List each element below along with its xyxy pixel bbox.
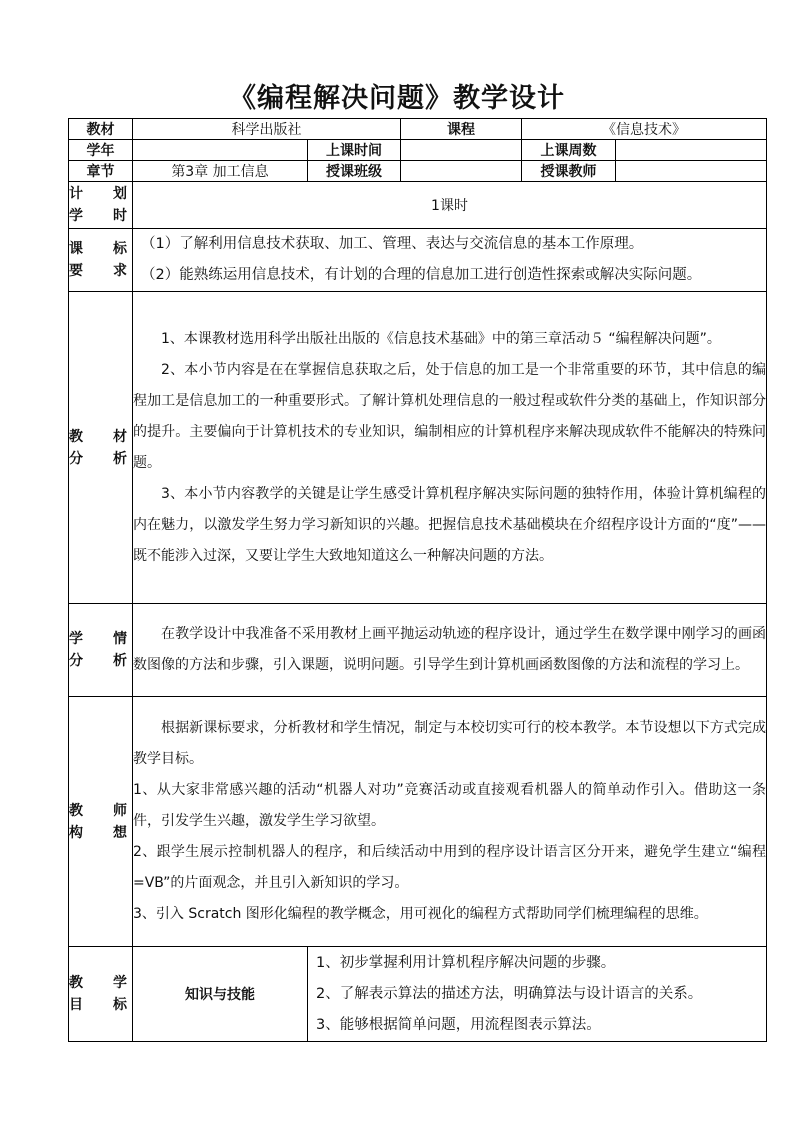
shouke-teacher-label: 授课教师 [522,161,616,182]
standards-item: （1）了解利用信息技术获取、加工、管理、表达与交流信息的基本工作原理。 [141,236,644,252]
shouke-teacher-value [616,161,767,182]
zhangjie-value: 第3章 加工信息 [133,161,308,182]
header-row-1 [69,119,767,140]
material-label: 教 材 分 析 [69,292,133,604]
objectives-item: 1、初步掌握利用计算机程序解决问题的步骤。 [316,954,616,971]
shangke-week-label: 上课周数 [522,140,616,161]
zhangjie-label: 章节 [69,161,133,182]
students-row [69,604,767,697]
xuenian-value [133,140,308,161]
teacher-idea-paragraph: 3、引入 Scratch 图形化编程的教学概念，用可视化的编程方式帮助同学们梳理编程的思维。 [133,906,708,922]
lesson-plan-table [68,118,767,1042]
kecheng-value: 《信息技术》 [522,119,767,140]
objectives-item: 2、了解表示算法的描述方法，明确算法与设计语言的关系。 [316,985,703,1002]
material-content [133,292,767,604]
material-paragraph: 3、本小节内容教学的关键是让学生感受计算机程序解决实际问题的独特作用，体验计算机编程的内在魅力，以激发学生努力学习新知识的兴趣。把握信息技术基础模块在介绍程序设计方面的“度”——既不能涉入过深，又要让学生大致地知道这么一种解决问题的方法。 [133,485,767,564]
teacher-idea-paragraph: 1、从大家非常感兴趣的活动“机器人对功”竞赛活动或直接观看机器人的简单动作引入。借助这一条件，引发学生兴趣，激发学生学习欲望。 [133,782,767,829]
shouke-class-value [401,161,522,182]
students-label: 学 情 分 析 [69,604,133,697]
xuenian-label: 学年 [69,140,133,161]
shangke-time-label: 上课时间 [308,140,401,161]
standards-item: （2）能熟练运用信息技术，有计划的合理的信息加工进行创造性探索或解决实际问题。 [141,267,702,283]
plan-hours-row [69,182,767,229]
standards-content [133,229,767,292]
kecheng-label: 课程 [401,119,522,140]
teacher-idea-paragraph: 根据新课标要求，分析教材和学生情况，制定与本校切实可行的校本教学。本节设想以下方式完成教学目标。 [133,720,767,767]
students-content [133,604,767,697]
standards-label: 课 标 要 求 [69,229,133,292]
material-paragraph: 1、本课教材选用科学出版社出版的《信息技术基础》中的第三章活动５ “编程解决问题”。 [161,330,721,347]
teacher-idea-paragraph: 2、跟学生展示控制机器人的程序，和后续活动中用到的程序设计语言区分开来，避免学生建立“编程=VB”的片面观念，并且引入新知识的学习。 [133,844,767,891]
teacher-idea-label: 教 师 构 想 [69,697,133,947]
document-title: 《编程解决问题》教学设计 [229,83,565,114]
objectives-content [308,947,767,1042]
jiaocai-value: 科学出版社 [133,119,401,140]
teacher-idea-row [69,697,767,947]
shangke-time-value [401,140,522,161]
objectives-item: 3、能够根据简单问题，用流程图表示算法。 [316,1016,601,1033]
students-paragraph: 在教学设计中我准备不采用教材上画平抛运动轨迹的程序设计，通过学生在数学课中刚学习的画函数图像的方法和步骤，引入课题，说明问题。引导学生到计算机画函数图像的方法和流程的学习上。 [133,626,767,673]
plan-hours-label: 计 划 学 时 [69,182,133,229]
shouke-class-label: 授课班级 [308,161,401,182]
plan-hours-value: 1课时 [133,182,767,229]
standards-row [69,229,767,292]
jiaocai-label: 教材 [69,119,133,140]
objectives-label: 教 学 目 标 [69,947,133,1042]
material-paragraph: 2、本小节内容是在在掌握信息获取之后，处于信息的加工是一个非常重要的环节，其中信息的编程加工是信息加工的一种重要形式。了解计算机处理信息的一般过程或软件分类的基础上，作知识部分的提升。主要偏向于计算机技术的专业知识，编制相应的计算机程序来解决现成软件不能解决的特殊问题。 [133,361,767,471]
objectives-sublabel: 知识与技能 [133,947,308,1042]
teacher-idea-content [133,697,767,947]
objectives-row [69,947,767,1042]
header-row-3 [69,161,767,182]
shangke-week-value [616,140,767,161]
material-row [69,292,767,604]
header-row-2 [69,140,767,161]
